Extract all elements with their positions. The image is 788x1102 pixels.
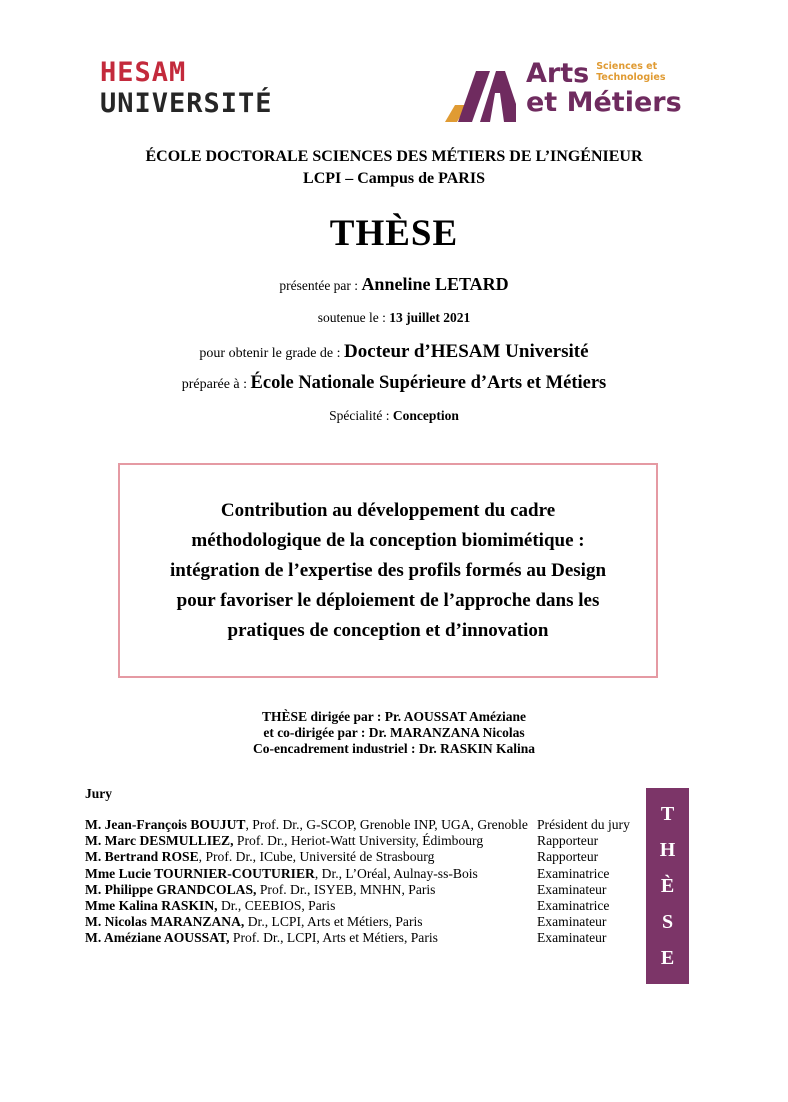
jury-member [85,898,537,914]
jury-member-details: Dr., CEEBIOS, Paris [217,898,336,914]
jury-member-role: Président du jury [537,817,630,832]
banner-letter: T [660,803,675,825]
jury-member-name: M. Marc DESMULLIEZ, [85,833,234,849]
jury-member [85,866,537,882]
vertical-these-banner [646,788,689,984]
jury-row [85,866,645,882]
jury-member-details: , Dr., L’Oréal, Aulnay-ss-Bois [314,865,478,881]
jury-row [85,882,645,898]
jury-row [85,817,645,833]
jury-row [85,914,645,930]
thesis-title-line: pratiques de conception et d’innovation [227,619,549,641]
jury-member-details: , Prof. Dr., ICube, Université de Strasbourg [198,849,435,865]
jury-member-name: M. Philippe GRANDCOLAS, [85,881,257,897]
degree-label: pour obtenir le grade de : [199,346,345,361]
arts-et-metiers-wordmark [526,60,682,116]
thesis-director-line: THÈSE dirigée par : Pr. AOUSSAT Améziane [262,709,526,724]
presented-by-line [0,274,788,295]
doctoral-school-line1: ÉCOLE DOCTORALE SCIENCES DES MÉTIERS DE L’INGÉNIEUR [145,148,643,165]
jury-member-role: Examinateur [537,914,607,930]
defense-date-line [0,309,788,327]
jury-member [85,833,537,849]
thesis-direction-block [0,709,788,757]
specialty-line [0,407,788,425]
jury-member-name: M. Nicolas MARANZANA, [85,914,245,930]
specialty-value: Conception [392,408,459,423]
jury-member-name: M. Jean-François BOUJUT [85,817,246,832]
banner-letter: E [660,947,675,969]
hesam-universite-logo [100,57,273,119]
arts-et-metiers-logo [445,60,682,122]
doctoral-school-heading [0,146,788,190]
banner-letter: S [661,911,674,933]
hesam-logo-word: HESAM [100,57,187,88]
arts-et-metiers-mark-icon [445,68,516,122]
thesis-title-line: méthodologique de la conception biomimétique : [191,529,585,551]
jury-member-role: Examinatrice [537,898,610,914]
am-word-arts: Arts [526,58,590,89]
prepared-at-value: École Nationale Supérieure d’Arts et Métiers [250,373,607,393]
degree-value: Docteur d’HESAM Université [344,341,589,362]
jury-member [85,930,537,946]
author-name: Anneline LETARD [361,274,509,294]
defense-date-value: 13 juillet 2021 [389,310,471,325]
jury-member-name: Mme Lucie TOURNIER-COUTURIER [85,865,315,881]
jury-member [85,882,537,898]
doctoral-school-line2: LCPI – Campus de PARIS [303,170,485,187]
jury-member-details: Prof. Dr., Heriot-Watt University, Édimbourg [233,833,484,849]
degree-line [0,341,788,363]
jury-row [85,898,645,914]
jury-row [85,833,645,849]
jury-row [85,930,645,946]
am-tagline [596,61,665,83]
industrial-supervision-line: Co-encadrement industriel : Dr. RASKIN Kalina [252,741,535,756]
jury-member-role: Rapporteur [537,833,599,849]
jury-member-name: Mme Kalina RASKIN, [85,898,218,914]
am-word-et-metiers: et Métiers [526,87,682,118]
jury-member-details: Prof. Dr., LCPI, Arts et Métiers, Paris [229,930,438,946]
jury-member-details: Dr., LCPI, Arts et Métiers, Paris [244,914,423,930]
thesis-title-line: intégration de l’expertise des profils formés au Design [169,559,607,581]
jury-member-role: Examinateur [537,881,607,897]
thesis-codirector-line: et co-dirigée par : Dr. MARANZANA Nicolas [263,725,525,740]
jury-member-role: Examinatrice [537,865,610,881]
hesam-logo-universite: UNIVERSITÉ [100,88,273,119]
jury-member-name: M. Bertrand ROSE [85,849,199,865]
defense-date-label: soutenue le : [317,310,390,325]
jury-member-role: Rapporteur [537,849,599,865]
jury-row [85,849,645,865]
prepared-at-line [0,373,788,394]
presented-by-label: présentée par : [279,278,362,293]
jury-heading: Jury [85,786,112,801]
jury-section [85,786,645,947]
banner-letter: H [659,839,676,861]
am-tagline-line1: Sciences et [596,61,658,72]
jury-member-name: M. Améziane AOUSSAT, [85,930,230,946]
thesis-title-line: Contribution au développement du cadre [220,499,556,521]
jury-member [85,914,537,930]
prepared-at-label: préparée à : [181,377,251,392]
jury-member-role: Examinateur [537,930,607,946]
jury-member-details: , Prof. Dr., G-SCOP, Grenoble INP, UGA, Grenoble [245,817,528,832]
banner-letter: È [660,875,675,897]
thesis-title-line: pour favoriser le déploiement de l’approche dans les [176,589,600,611]
specialty-label: Spécialité : [329,408,393,423]
thesis-title-box [118,463,658,678]
jury-member [85,849,537,865]
jury-member-details: Prof. Dr., ISYEB, MNHN, Paris [256,881,436,897]
am-tagline-line2: Technologies [596,72,666,83]
document-type-title: THÈSE [329,213,459,254]
jury-member [85,817,537,833]
